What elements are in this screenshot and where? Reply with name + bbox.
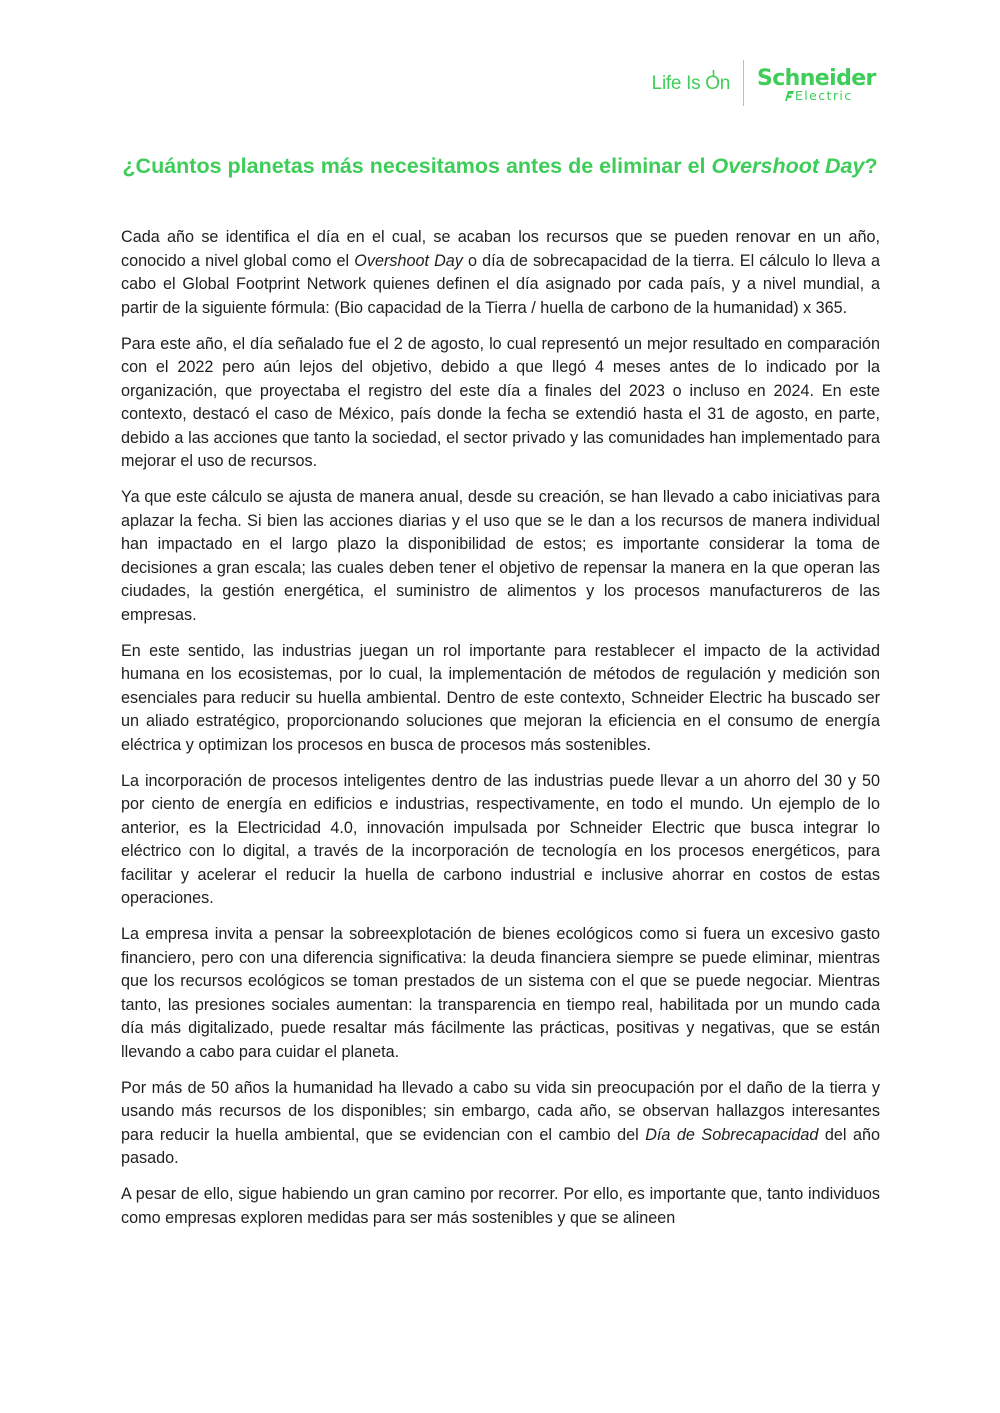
header-divider [743,60,744,106]
paragraph-6: La empresa invita a pensar la sobreexplotación de bienes ecológicos como si fuera un excesivo gasto financiero, pero con una diferencia significativa: la deuda financiera siempre se puede eliminar, mientras que los recursos ecológicos se toman prestados de un sistema con el que se puede negociar. Mientras tanto, las presiones sociales aumentan: la transparencia en tiempo real, habilitada por un mundo cada día más digitalizado, puede resaltar más fácilmente las prácticas, positivas y negativas, que se están llevando a cabo para cuidar el planeta. [121,925,880,1061]
article-body [121,226,880,1243]
p1-text-a: Cada año se identifica el día en el cual, se acaban los recursos que se pueden renovar en un año, conocido a nivel global como el [121,228,880,270]
page-header [0,58,1000,114]
schneider-electric-logo-icon [783,90,795,102]
schneider-electric-logo [757,67,882,107]
paragraph-3: Ya que este cálculo se ajusta de manera anual, desde su creación, se han llevado a cabo iniciativas para aplazar la fecha. Si bien las acciones diarias y el uso que se le dan a los recursos de manera individual han impactado en el largo plazo la disponibilidad de estos; es importante considerar la toma de decisiones a gran escala; las cuales deben tener el objetivo de repensar la manera en la que operan las ciudades, la gestión energética, el suministro de alimentos y los procesos manufactureros de las empresas. [121,488,880,624]
paragraph-7 [121,1077,880,1171]
paragraph-8: A pesar de ello, sigue habiendo un gran camino por recorrer. Por ello, es importante que, tanto individuos como empresas exploren medidas para ser más sostenibles y que se alineen [121,1185,880,1227]
p7-italic: Día de Sobrecapacidad [645,1125,819,1144]
paragraph-4: En este sentido, las industrias juegan un rol importante para restablecer el impacto de la actividad humana en los ecosistemas, por lo cual, la implementación de métodos de regulación y medición son esenciales para reducir su huella ambiental. Dentro de este contexto, Schneider Electric ha buscado ser un aliado estratégico, proporcionando soluciones que mejoran la eficiencia en el consumo de energía eléctrica y optimizan los procesos en busca de procesos más sostenibles. [121,641,880,754]
p7-text-a: Por más de 50 años la humanidad ha llevado a cabo su vida sin preocupación por el daño de la tierra y usando más recursos de los disponibles; sin embargo, cada año, se observan hallazgos interesantes para reducir la huella ambiental, que se evidencian con el cambio del [121,1078,880,1144]
paragraph-5: La incorporación de procesos inteligentes dentro de las industrias puede llevar a un ahorro del 30 y 50 por ciento de energía en edificios e industrias, respectivamente, en todo el mundo. Un ejemplo de lo anterior, es la Electricidad 4.0, innovación impulsada por Schneider Electric que busca integrar lo eléctrico con lo digital, a través de la incorporación de tecnología en los procesos energéticos, para facilitar y acelerar el reducir la huella de carbono industrial e inclusive ahorrar en costos de estas operaciones. [121,771,880,907]
power-on-icon [705,73,730,95]
tagline-on-text: On [705,73,730,94]
life-is-on-tagline [652,73,730,95]
paragraph-2: Para este año, el día señalado fue el 2 de agosto, lo cual representó un mejor resultado en comparación con el 2022 pero aún lejos del objetivo, debido a que llegó 4 meses antes de lo indicado por la organización, que proyectaba el registro del este día a finales del 2023 o incluso en 2024. En este contexto, destacó el caso de México, país donde la fecha se extendió hasta el 31 de agosto, en parte, debido a las acciones que tanto la sociedad, el sector privado y las comunidades han implementado para mejorar el uso de recursos. [121,334,880,470]
p7-text-b: del año pasado. [121,1125,880,1167]
brand-sub: Electric [795,88,853,103]
p1-text-b: o día de sobrecapacidad de la tierra. El cálculo lo lleva a cabo el Global Footprint Network quienes definen el día asignado por cada país, y a nivel mundial, a partir de la siguiente fórmula: (Bio capacidad de la Tierra / huella de carbono de la humanidad) x 365. [121,251,880,317]
title-part1: ¿Cuántos planetas más necesitamos antes de eliminar el [122,154,712,178]
brand-name: Schneider [757,66,876,91]
tagline-text: Life Is [651,73,706,94]
title-part2: ? [864,154,878,178]
page-title [120,150,880,182]
paragraph-1 [121,226,880,320]
title-italic: Overshoot Day [711,154,865,178]
power-stem-icon [706,70,720,78]
p1-italic: Overshoot Day [354,251,463,270]
